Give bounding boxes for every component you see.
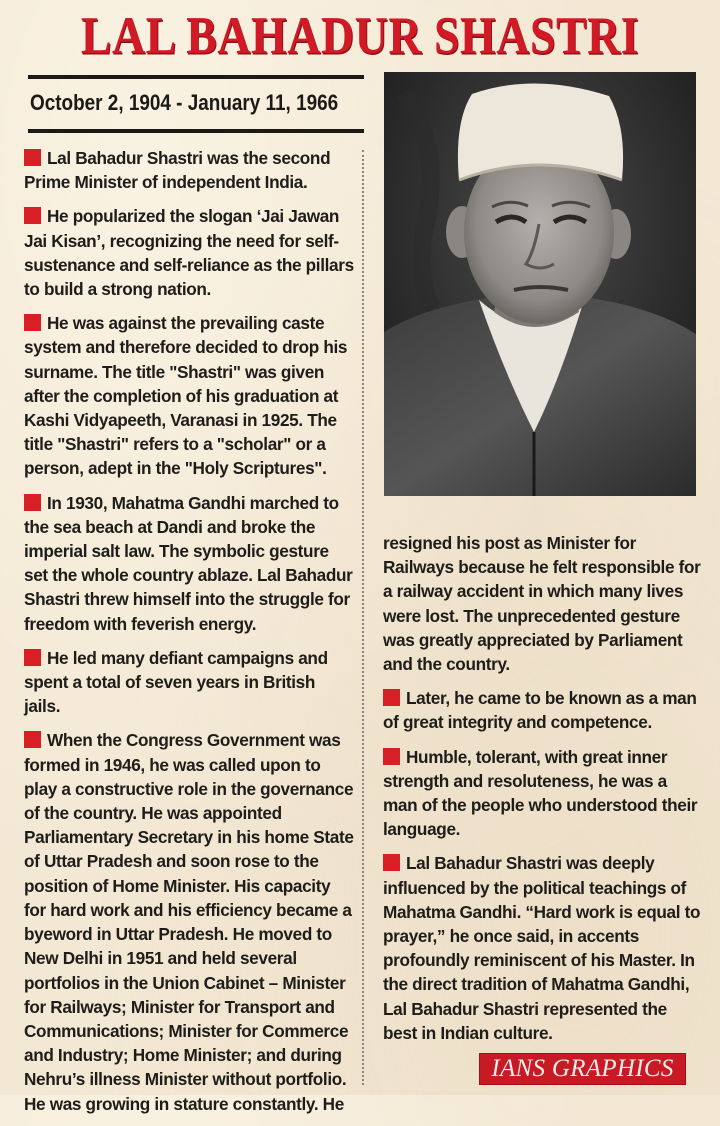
- fact-paragraph: [24, 728, 354, 1115]
- fact-text: Later, he came to be known as a man of great integrity and competence.: [383, 688, 697, 733]
- fact-paragraph-continued: [383, 531, 703, 676]
- fact-paragraph: [383, 686, 703, 734]
- page-title: LAL BAHADUR SHASTRI: [80, 6, 640, 65]
- divider-top: [28, 75, 364, 79]
- red-square-bullet-icon: [24, 149, 41, 166]
- red-square-bullet-icon: [383, 748, 400, 765]
- fact-paragraph: [24, 491, 354, 636]
- red-square-bullet-icon: [24, 207, 41, 224]
- credit-badge: [479, 1053, 686, 1085]
- divider-bottom: [28, 129, 364, 133]
- fact-paragraph: [383, 745, 703, 842]
- credit-label: IANS GRAPHICS: [491, 1055, 674, 1082]
- red-square-bullet-icon: [383, 854, 400, 871]
- red-square-bullet-icon: [24, 314, 41, 331]
- red-square-bullet-icon: [24, 494, 41, 511]
- fact-paragraph: [24, 311, 354, 480]
- fact-text: He popularized the slogan ‘Jai Jawan Jai Kisan’, recognizing the need for self-sustenance and self-reliance as the pillars to build a strong nation.: [24, 206, 354, 300]
- fact-paragraph: [24, 646, 354, 719]
- red-square-bullet-icon: [383, 689, 400, 706]
- fact-text: Lal Bahadur Shastri was the second Prime Minister of independent India.: [24, 148, 331, 193]
- fact-paragraph: [24, 204, 354, 301]
- fact-text: He led many defiant campaigns and spent a total of seven years in British jails.: [24, 647, 328, 717]
- fact-text: In 1930, Mahatma Gandhi marched to the sea beach at Dandi and broke the imperial salt law. The symbolic gesture set the whole country ablaze. Lal Bahadur Shastri threw himself into the struggle for freedom with feverish energy.: [24, 492, 353, 634]
- fact-paragraph: [383, 851, 703, 1045]
- fact-text: resigned his post as Minister for Railways because he felt responsible for a railway accident in which many lives were lost. The unprecedented gesture was greatly appreciated by Parliament and the country.: [383, 533, 701, 675]
- fact-paragraph: [24, 146, 354, 194]
- red-square-bullet-icon: [24, 649, 41, 666]
- life-dates: October 2, 1904 - January 11, 1966: [30, 90, 339, 115]
- fact-text: When the Congress Government was formed in 1946, he was called upon to play a constructive role in the governance of the country. He was appointed Parliamentary Secretary in his home State of Uttar Pradesh and soon rose to the position of Home Minister. His capacity for hard work and his efficiency became a byeword in Uttar Pradesh. He moved to New Delhi in 1951 and held several portfolios in the Union Cabinet – Minister for Railways; Minister for Transport and Communications; Minister for Commerce and Industry; Home Minister; and during Nehru’s illness Minister without portfolio. He was growing in stature constantly. He: [24, 730, 354, 1114]
- fact-text: Lal Bahadur Shastri was deeply influenced by the political teachings of Mahatma Gandhi. “Hard work is equal to prayer,” he once said, in accents profoundly reminiscent of his Master. In the direct tradition of Mahatma Gandhi, Lal Bahadur Shastri represented the best in Indian culture.: [383, 853, 701, 1043]
- left-column: [24, 146, 364, 1126]
- fact-text: He was against the prevailing caste system and therefore decided to drop his surname. The title "Shastri" was given after the completion of his graduation at Kashi Vidyapeeth, Varanasi in 1925. The title "Shastri" refers to a "scholar" or a person, adept in the "Holy Scriptures".: [24, 313, 348, 479]
- red-square-bullet-icon: [24, 731, 41, 748]
- right-column: [383, 531, 703, 1055]
- fact-text: Humble, tolerant, with great inner strength and resoluteness, he was a man of the people who understood their language.: [383, 746, 698, 840]
- portrait-photo: [384, 72, 696, 496]
